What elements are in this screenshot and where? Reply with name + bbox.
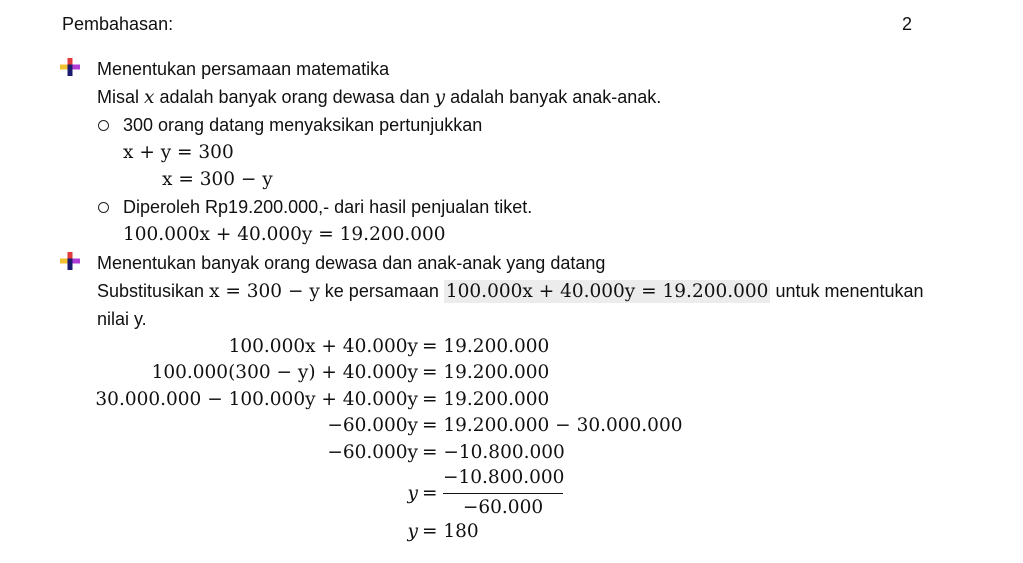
item1-equation-1: x + y = 300 bbox=[123, 142, 234, 163]
page-number: 2 bbox=[902, 14, 913, 34]
derivation-step: −60.000y = −10.800.000 bbox=[327, 442, 565, 463]
derivation-step: 100.000x + 40.000y = 19.200.000 bbox=[228, 336, 550, 357]
bullet-plus-icon bbox=[60, 58, 80, 76]
fraction-bar bbox=[443, 493, 563, 494]
page-title: Pembahasan: bbox=[62, 14, 174, 34]
highlighted-equation: 100.000x + 40.000y = 19.200.000 bbox=[445, 281, 769, 302]
substitution-line: Substitusikan x = 300 − y ke persamaan 100.000x + 40.000y = 19.200.000 untuk menentukan bbox=[97, 281, 924, 302]
section1-intro: Misal x adalah banyak orang dewasa dan y adalah banyak anak-anak. bbox=[97, 87, 662, 108]
fraction-step: y = bbox=[407, 483, 438, 504]
item1-equation-2: x = 300 − y bbox=[162, 169, 273, 190]
item2-text: Diperoleh Rp19.200.000,- dari hasil penjualan tiket. bbox=[123, 197, 533, 217]
derivation-step: −60.000y = 19.200.000 − 30.000.000 bbox=[327, 415, 683, 436]
derivation-step: 30.000.000 − 100.000y + 40.000y = 19.200.000 bbox=[95, 389, 550, 410]
section2-heading: Menentukan banyak orang dewasa dan anak-anak yang datang bbox=[97, 253, 606, 273]
item1-text: 300 orang datang menyaksikan pertunjukkan bbox=[123, 115, 483, 135]
circle-bullet-icon bbox=[98, 120, 109, 131]
derivation-step: 100.000(300 − y) + 40.000y = 19.200.000 bbox=[151, 362, 550, 383]
fraction-numerator: −10.800.000 bbox=[443, 467, 565, 488]
circle-bullet-icon bbox=[98, 202, 109, 213]
substitution-equation: x = 300 − y bbox=[209, 281, 320, 302]
bullet-plus-icon bbox=[60, 252, 80, 270]
section1-heading: Menentukan persamaan matematika bbox=[97, 59, 390, 79]
item2-equation: 100.000x + 40.000y = 19.200.000 bbox=[123, 224, 446, 245]
final-answer: y = 180 bbox=[407, 521, 479, 542]
fraction-denominator: −60.000 bbox=[462, 497, 544, 518]
substitution-line-2: nilai y. bbox=[97, 309, 147, 329]
